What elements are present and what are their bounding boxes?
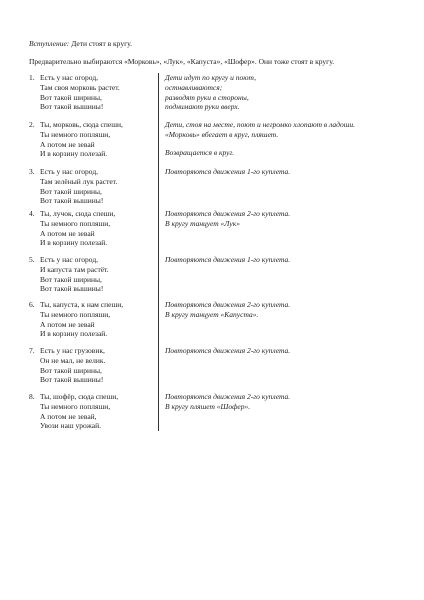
verse-action (165, 120, 355, 140)
action-line: Повторяются движения 2-го куплета. (165, 346, 291, 355)
lyric-line (29, 73, 120, 83)
lyric-text: Ты, капуста, к нам спеши, (40, 300, 124, 309)
verse-number: 7. (29, 346, 35, 355)
lyric-text: Ты, морковь, сюда спеши, (40, 120, 123, 129)
verse-lyrics (29, 392, 118, 431)
lyric-line (29, 167, 117, 177)
verse-action-followup (165, 148, 234, 158)
action-line: Дети, стоя на месте, поют и негромко хлопают в ладоши. (165, 120, 355, 129)
lyric-line: Ты немного попляши, (40, 309, 111, 319)
lyric-line: Ты немного попляши, (40, 129, 111, 139)
intro-text: Дети стоят в кругу. (69, 39, 133, 48)
lyric-line (29, 255, 109, 265)
verse-action (165, 392, 290, 412)
lyric-line: Ты немного попляши, (40, 401, 111, 411)
verse-number: 2. (29, 120, 35, 129)
lyric-line: Вот такой вышины! (40, 196, 104, 206)
verse-lyrics (29, 300, 123, 339)
action-line: Дети идут по кругу и поют, (165, 73, 256, 82)
lyric-line: Вот такой вышины! (40, 102, 104, 112)
preliminary-note: Предварительно выбираются «Морковь», «Лук», «Капуста», «Шофер». Они тоже стоят в кругу. (29, 57, 335, 66)
verse-lyrics (29, 346, 105, 385)
lyric-text: Ты, шофёр, сюда спеши, (40, 392, 119, 401)
lyric-line (29, 392, 118, 402)
verse-lyrics (29, 209, 115, 248)
verse-action (165, 300, 290, 320)
verse-number: 1. (29, 73, 35, 82)
lyric-text: Есть у нас огород, (40, 73, 99, 82)
lyric-line: Вот такой ширины, (40, 92, 102, 102)
action-line: Повторяются движения 2-го куплета. (165, 209, 291, 218)
lyric-line: И в корзину полезай. (40, 149, 108, 159)
lyric-line: Вот такой ширины, (40, 274, 102, 284)
lyric-line: Там зелёный лук растет. (40, 176, 118, 186)
verse-number: 4. (29, 209, 35, 218)
lyric-line: Увози наш урожай. (40, 421, 102, 431)
column-divider (158, 73, 159, 431)
intro-label: Вступление: (29, 39, 70, 48)
action-line: В кругу танцует «Лук» (165, 218, 240, 228)
lyric-line: Там своя морковь растет. (40, 82, 120, 92)
action-line: «Морковь» вбегает в круг, пляшет. (165, 129, 279, 139)
lyric-text: Есть у нас огород, (40, 167, 99, 176)
verse-number: 3. (29, 167, 35, 176)
lyric-line (29, 120, 123, 130)
action-line: Повторяются движения 2-го куплета. (165, 300, 291, 309)
verse-action (165, 167, 290, 177)
verse-action (165, 346, 290, 356)
lyric-line: А потом не зевай (40, 228, 95, 238)
lyric-line: Вот такой вышины! (40, 375, 104, 385)
lyric-line: И капуста там растёт. (40, 264, 109, 274)
lyric-line: Вот такой вышины! (40, 284, 104, 294)
action-line: Повторяются движения 1-го куплета. (165, 255, 291, 264)
lyric-line (29, 209, 115, 219)
action-line: Повторяются движения 2-го куплета. (165, 392, 291, 401)
lyric-line: Вот такой ширины, (40, 365, 102, 375)
lyric-line: Он не мал, не велик. (40, 355, 106, 365)
lyric-line: Ты немного попляши, (40, 218, 111, 228)
verse-action (165, 73, 256, 112)
verse-number: 6. (29, 300, 35, 309)
verse-lyrics (29, 167, 117, 206)
lyric-line: И в корзину полезай. (40, 329, 108, 339)
action-line: Возвращается в круг. (165, 148, 235, 157)
action-line: поднимают руки вверх. (165, 102, 240, 112)
lyric-text: Ты, лучок, сюда спеши, (40, 209, 116, 218)
action-line: остнавливаются; (165, 82, 223, 92)
lyric-line: И в корзину полезай. (40, 238, 108, 248)
action-line: разводят руки в стороны, (165, 92, 249, 102)
action-line: В кругу танцует «Капуста». (165, 309, 259, 319)
lyric-line: А потом не зевай (40, 139, 95, 149)
verse-action (165, 255, 290, 265)
verse-number: 8. (29, 392, 35, 401)
lyric-line: А потом не зевай, (40, 411, 97, 421)
lyric-line: А потом не зевай (40, 319, 95, 329)
action-line: В кругу пляшет «Шофер». (165, 401, 251, 411)
intro-line (29, 39, 132, 49)
lyric-text: Есть у нас огород, (40, 255, 99, 264)
verse-action (165, 209, 290, 229)
action-line: Повторяются движения 1-го куплета. (165, 167, 291, 176)
lyric-line (29, 346, 105, 356)
verse-number: 5. (29, 255, 35, 264)
verse-lyrics (29, 120, 123, 159)
verse-lyrics (29, 73, 120, 112)
lyric-line (29, 300, 123, 310)
verse-lyrics (29, 255, 109, 294)
lyric-line: Вот такой ширины, (40, 186, 102, 196)
lyric-text: Есть у нас грузовик, (40, 346, 105, 355)
